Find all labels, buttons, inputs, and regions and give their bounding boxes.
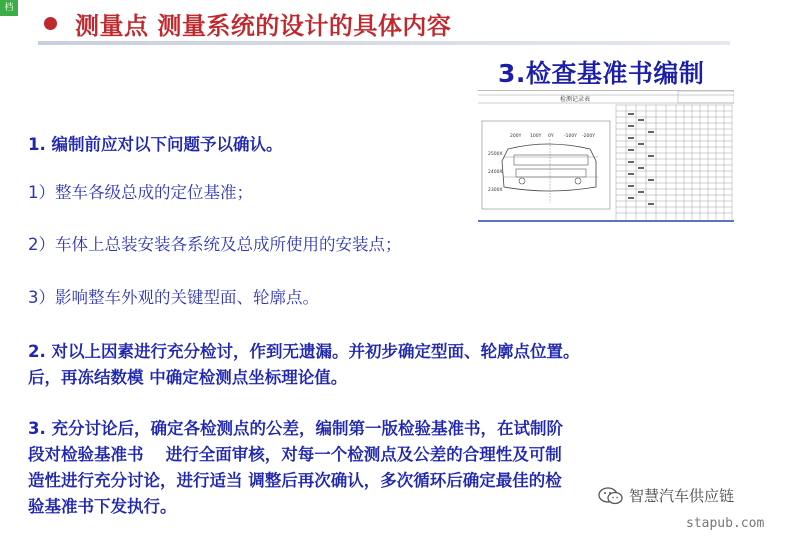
corner-tag: 档 [0, 0, 18, 16]
item-1-sub-2: 2）车体上总装安装各系统及总成所使用的安装点； [28, 235, 402, 254]
title-bullet-icon [44, 17, 57, 30]
item-2-paragraph [28, 339, 746, 391]
axis-label-4: -100Y [564, 134, 577, 139]
axis-label-2: 100Y [530, 134, 542, 139]
row-label-1: 2500X [488, 152, 503, 157]
axis-label-5: -200Y [582, 134, 595, 139]
wechat-icon [598, 486, 624, 506]
wechat-account-name: 智慧汽车供应链 [629, 487, 735, 505]
item-3-line-2: 段对检验基准书 进行全面审核，对每一个检测点及公差的合理性及可制 [28, 445, 562, 464]
wechat-watermark [598, 485, 734, 506]
item-1-sub-3: 3）影响整车外观的关键型面、轮廓点。 [28, 288, 319, 307]
item-1-sub-1: 1）整车各级总成的定位基准； [28, 183, 253, 202]
axis-label-3: 0Y [548, 134, 554, 139]
item-2-line-1: 2. 对以上因素进行充分检讨，作到无遗漏。并初步确定型面、轮廓点位置。 [28, 342, 580, 361]
axis-label-1: 200Y [510, 134, 522, 139]
slide-title: 测量点 测量系统的设计的具体内容 [75, 12, 452, 40]
item-3-line-3: 造性进行充分讨论，进行适当 调整后再次确认，多次循环后确定最佳的检 [28, 471, 562, 490]
row-label-2: 2400X [488, 170, 503, 175]
item-3-line-4: 验基准书下发执行。 [28, 497, 177, 516]
row-label-3: 2300X [488, 188, 503, 193]
item-3-line-1: 3. 充分讨论后，确定各检测点的公差，编制第一版检验基准书，在试制阶 [28, 419, 563, 438]
slide-header [44, 6, 451, 41]
item-1-heading: 1. 编制前应对以下问题予以确认。 [28, 135, 283, 154]
section-title: 3.检查基准书编制 [498, 59, 705, 88]
site-watermark: stapub.com [686, 516, 765, 531]
figure-table-title: 检测记录表 [560, 96, 591, 103]
item-2-line-2: 后，再冻结数模 中确定检测点坐标理论值。 [28, 368, 348, 387]
title-underline [38, 41, 730, 45]
